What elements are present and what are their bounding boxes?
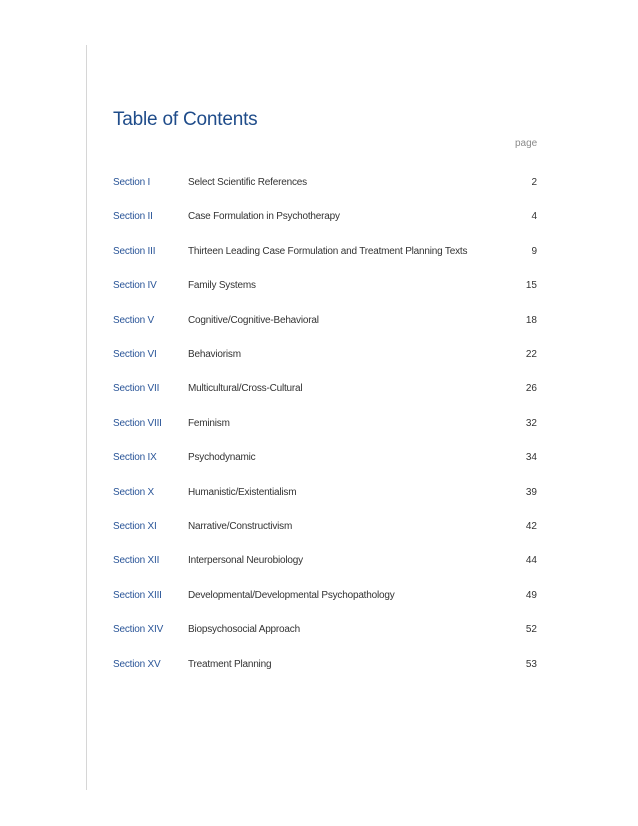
toc-page-number: 52 bbox=[525, 624, 537, 635]
toc-section-label: Section V bbox=[113, 315, 155, 326]
toc-section-title: Humanistic/Existentialism bbox=[188, 487, 297, 498]
toc-page-number: 9 bbox=[531, 246, 537, 257]
toc-page-number: 18 bbox=[525, 315, 537, 326]
toc-section-title: Thirteen Leading Case Formulation and Treatment Planning Texts bbox=[188, 246, 468, 257]
toc-section-title: Cognitive/Cognitive-Behavioral bbox=[188, 315, 319, 326]
toc-page-number: 42 bbox=[525, 521, 537, 532]
toc-entry[interactable] bbox=[0, 349, 638, 365]
toc-entry[interactable] bbox=[0, 211, 638, 227]
toc-entry[interactable] bbox=[0, 590, 638, 606]
toc-entry[interactable] bbox=[0, 315, 638, 331]
toc-page-number: 26 bbox=[525, 383, 537, 394]
toc-entry[interactable] bbox=[0, 177, 638, 193]
toc-section-label: Section XI bbox=[113, 521, 157, 532]
toc-page-number: 34 bbox=[525, 452, 537, 463]
toc-section-title: Multicultural/Cross-Cultural bbox=[188, 383, 303, 394]
toc-section-title: Biopsychosocial Approach bbox=[188, 624, 300, 635]
toc-section-label: Section XIV bbox=[113, 624, 164, 635]
toc-page-number: 39 bbox=[525, 487, 537, 498]
toc-page-number: 2 bbox=[531, 177, 537, 188]
toc-section-label: Section IX bbox=[113, 452, 157, 463]
toc-section-title: Psychodynamic bbox=[188, 452, 256, 463]
toc-section-title: Narrative/Constructivism bbox=[188, 521, 293, 532]
toc-section-label: Section I bbox=[113, 177, 151, 188]
page-column-label: page bbox=[515, 138, 538, 149]
toc-section-title: Family Systems bbox=[188, 280, 256, 291]
toc-section-label: Section VI bbox=[113, 349, 157, 360]
toc-entry[interactable] bbox=[0, 624, 638, 640]
toc-section-label: Section VII bbox=[113, 383, 160, 394]
toc-page-number: 15 bbox=[525, 280, 537, 291]
toc-section-label: Section IV bbox=[113, 280, 157, 291]
toc-entry[interactable] bbox=[0, 487, 638, 503]
toc-section-label: Section X bbox=[113, 487, 155, 498]
page-title: Table of Contents bbox=[113, 109, 258, 130]
toc-section-label: Section XV bbox=[113, 659, 161, 670]
toc-entry[interactable] bbox=[0, 280, 638, 296]
toc-page-number: 4 bbox=[531, 211, 537, 222]
toc-page-number: 32 bbox=[525, 418, 537, 429]
toc-section-title: Select Scientific References bbox=[188, 177, 307, 188]
toc-entry[interactable] bbox=[0, 659, 638, 675]
toc-section-title: Feminism bbox=[188, 418, 230, 429]
toc-entry[interactable] bbox=[0, 452, 638, 468]
toc-section-title: Case Formulation in Psychotherapy bbox=[188, 211, 340, 222]
toc-page-number: 44 bbox=[525, 555, 537, 566]
toc-section-title: Treatment Planning bbox=[188, 659, 272, 670]
toc-section-label: Section XIII bbox=[113, 590, 162, 601]
toc-section-label: Section VIII bbox=[113, 418, 162, 429]
toc-section-title: Developmental/Developmental Psychopathology bbox=[188, 590, 395, 601]
toc-entry[interactable] bbox=[0, 383, 638, 399]
toc-section-label: Section III bbox=[113, 246, 156, 257]
toc-entry[interactable] bbox=[0, 246, 638, 262]
toc-section-title: Interpersonal Neurobiology bbox=[188, 555, 303, 566]
toc-page-number: 49 bbox=[525, 590, 537, 601]
toc-section-label: Section II bbox=[113, 211, 153, 222]
toc-entry[interactable] bbox=[0, 521, 638, 537]
toc-section-label: Section XII bbox=[113, 555, 160, 566]
toc-section-title: Behaviorism bbox=[188, 349, 241, 360]
toc-page-number: 53 bbox=[525, 659, 537, 670]
toc-page-number: 22 bbox=[525, 349, 537, 360]
toc-entry[interactable] bbox=[0, 418, 638, 434]
toc-entry[interactable] bbox=[0, 555, 638, 571]
